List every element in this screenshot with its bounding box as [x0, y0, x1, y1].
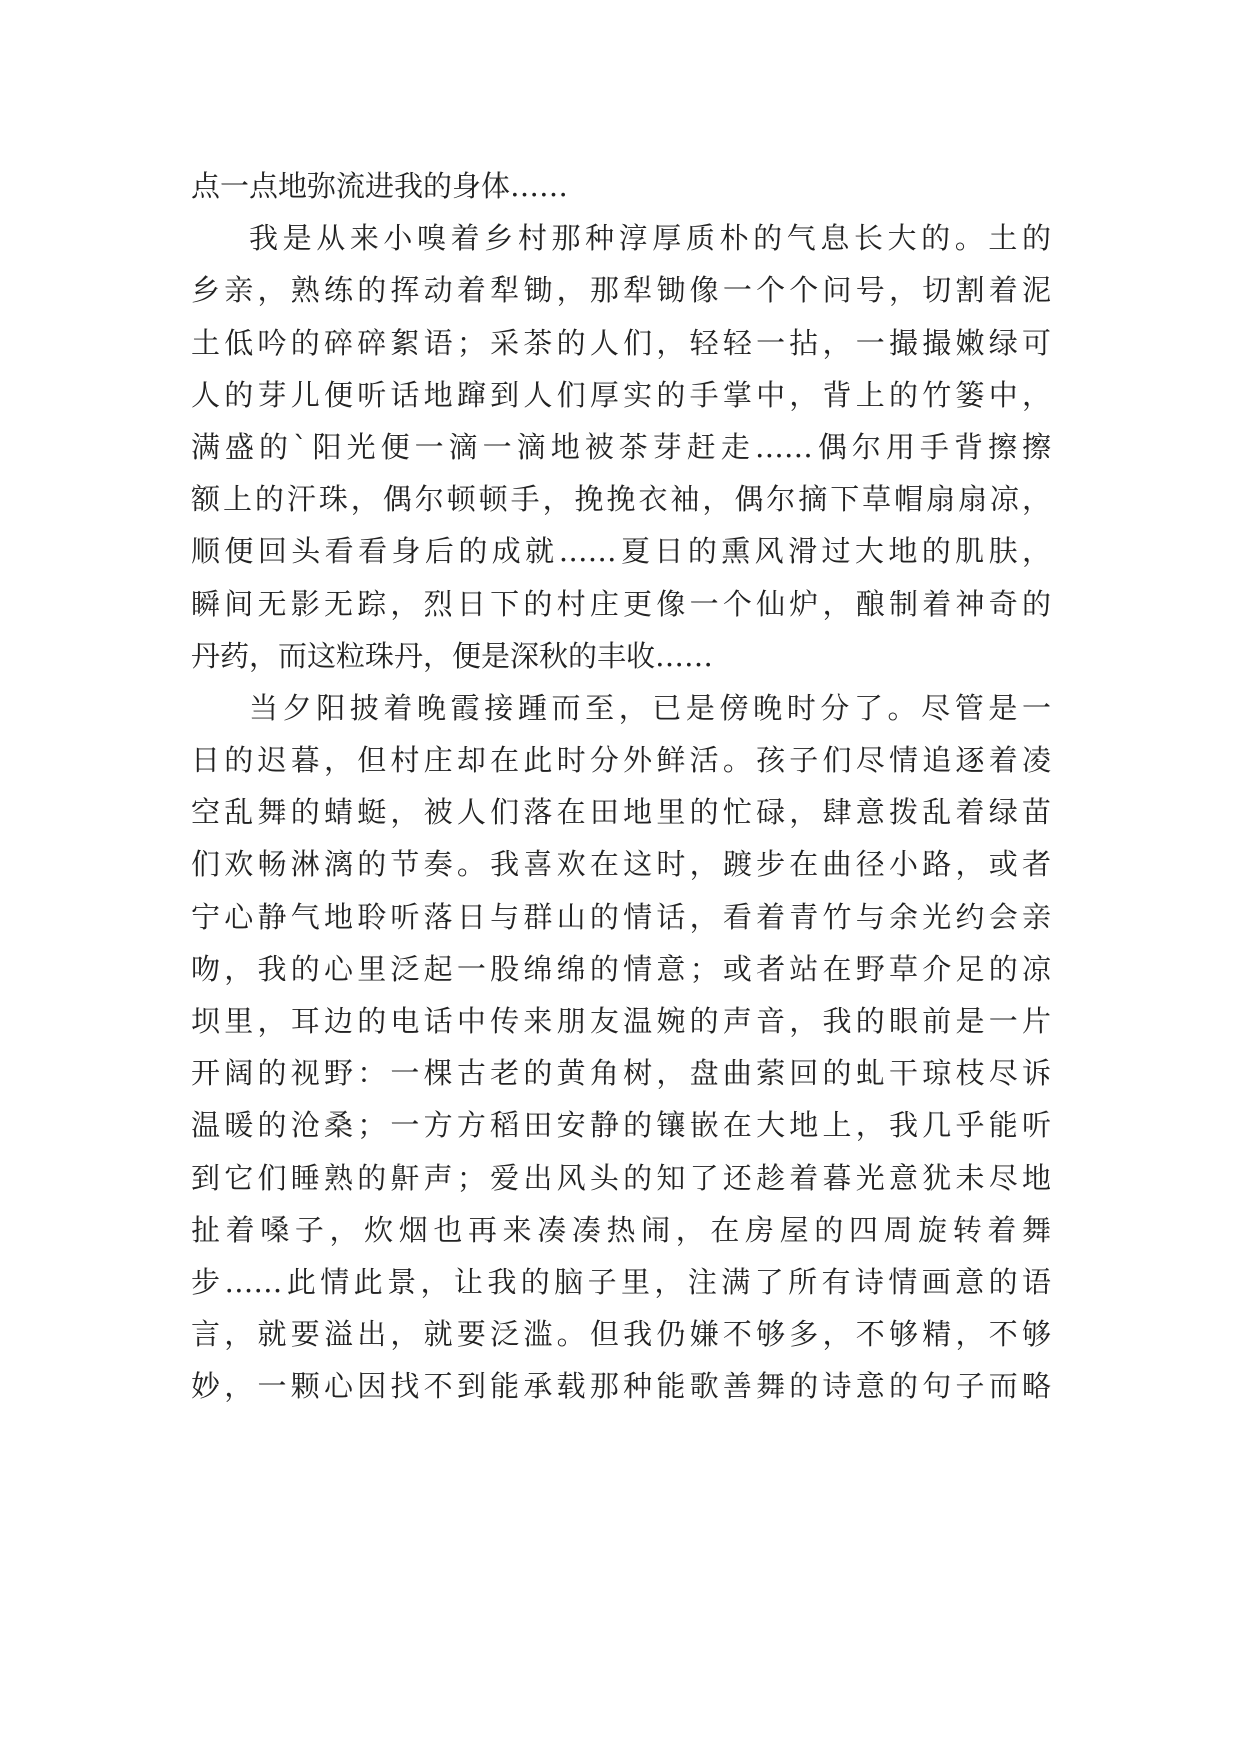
text-line: 乡亲，熟练的挥动着犁锄，那犁锄像一个个问号，切割着泥 — [191, 273, 1051, 308]
text-line: 满盛的`阳光便一滴一滴地被茶芽赶走……偶尔用手背擦擦 — [191, 429, 1051, 464]
body-text — [191, 160, 1051, 1413]
text-line: 日的迟暮，但村庄却在此时分外鲜活。孩子们尽情追逐着凌 — [191, 743, 1051, 778]
text-line: 吻，我的心里泛起一股绵绵的情意；或者站在野草介足的凉 — [191, 951, 1051, 986]
paragraph-last-line: 丹药，而这粒珠丹，便是深秋的丰收…… — [191, 638, 714, 673]
text-line: 扯着嗓子，炊烟也再来凑凑热闹，在房屋的四周旋转着舞 — [191, 1212, 1051, 1247]
paragraph-first-line: 我是从来小嗅着乡村那种淳厚质朴的气息长大的。土的 — [249, 221, 1051, 256]
text-line: 空乱舞的蜻蜓，被人们落在田地里的忙碌，肆意拨乱着绿苗 — [191, 795, 1051, 830]
text-line: 土低吟的碎碎絮语；采茶的人们，轻轻一拈，一撮撮嫩绿可 — [191, 325, 1051, 360]
text-line: 宁心静气地聆听落日与群山的情话，看着青竹与余光约会亲 — [191, 899, 1051, 934]
text-line: 瞬间无影无踪，烈日下的村庄更像一个仙炉，酿制着神奇的 — [191, 586, 1051, 621]
text-line: 开阔的视野：一棵古老的黄角树，盘曲萦回的虬干琼枝尽诉 — [191, 1056, 1051, 1091]
text-line: 坝里，耳边的电话中传来朋友温婉的声音，我的眼前是一片 — [191, 1004, 1051, 1038]
text-line: 言，就要溢出，就要泛滥。但我仍嫌不够多，不够精，不够 — [191, 1317, 1051, 1352]
text-line: 人的芽儿便听话地蹿到人们厚实的手掌中，背上的竹篓中， — [191, 377, 1051, 412]
text-line: 温暖的沧桑；一方方稻田安静的镶嵌在大地上，我几乎能听 — [191, 1108, 1051, 1143]
text-line: 妙，一颗心因找不到能承载那种能歌善舞的诗意的句子而略 — [191, 1369, 1051, 1404]
text-line: 点一点地弥流进我的身体…… — [191, 169, 569, 203]
paragraph-first-line: 当夕阳披着晚霞接踵而至，已是傍晚时分了。尽管是一 — [249, 690, 1051, 725]
text-line: 们欢畅淋漓的节奏。我喜欢在这时，踱步在曲径小路，或者 — [191, 847, 1051, 882]
text-line: 到它们睡熟的鼾声；爱出风头的知了还趁着暮光意犹未尽地 — [191, 1160, 1051, 1195]
text-line: 顺便回头看看身后的成就……夏日的熏风滑过大地的肌肤， — [191, 534, 1051, 569]
text-line: 额上的汗珠，偶尔顿顿手，挽挽衣袖，偶尔摘下草帽扇扇凉， — [191, 482, 1051, 517]
text-line: 步……此情此景，让我的脑子里，注满了所有诗情画意的语 — [191, 1264, 1051, 1299]
